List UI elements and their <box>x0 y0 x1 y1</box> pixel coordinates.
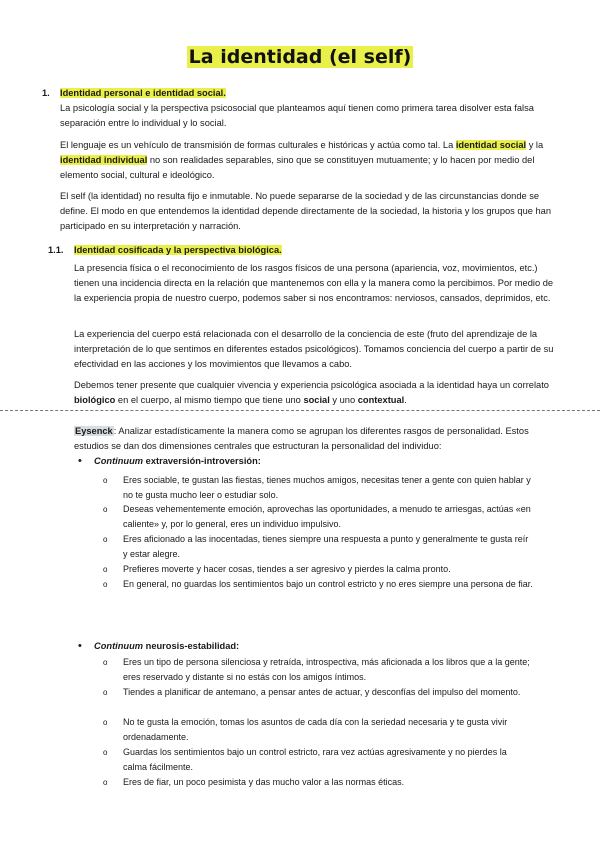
continuum-1-bullet: • Continuum extraversión-introversión: <box>78 455 261 467</box>
section-1-1-title: Identidad cosificada y la perspectiva biológica. <box>74 245 282 255</box>
section-1-number: 1. <box>42 88 50 98</box>
continuum-2-bullet: • Continuum neurosis-estabilidad: <box>78 640 240 652</box>
s11-paragraph-3: Debemos tener presente que cualquier vivencia y experiencia psicológica asociada a la identidad haya un correlato biológico en el cuerpo, al mismo tiempo que tiene uno social y uno contextual. <box>74 380 549 405</box>
page-title: La identidad (el self) <box>188 46 412 68</box>
eysenck-label: Eysenck <box>75 426 113 436</box>
section-1-1-number: 1.1. <box>48 245 64 255</box>
s1-paragraph-3: El self (la identidad) no resulta fijo e inmutable. No puede separarse de la sociedad y de las circunstancias donde se define. El modo en que entendemos la identidad depende directamente de la sociedad, la historia y los grupos que han participado en su interpretación y narración. <box>60 191 552 231</box>
page-break-divider <box>0 410 600 411</box>
s11-paragraph-2: La experiencia del cuerpo está relacionada con el desarrollo de la conciencia de este (fruto del aprendizaje de la interpretación de lo que sentimos en diferentes estados psicológicos). Tomamos conciencia del cuerpo a partir de su efectividad en las acciones y los movimientos que llevamos a cabo. <box>74 329 554 369</box>
s11-paragraph-eysenck: Eysenck: Analizar estadísticamente la manera como se agrupan los diferentes rasgos de personalidad. Estos estudios se dan dos dimensiones centrales que estructuran la personalidad del individuo: <box>74 426 529 451</box>
s1-paragraph-2: El lenguaje es un vehículo de transmisión de formas culturales e históricas y actúa como tal. La identidad social y la identidad individual no son realidades separables, sino que se constituyen mutuamente; y lo hacen por medio del elemento social, cultural e ideológico. <box>60 140 544 180</box>
document-page: La identidad (el self) 1. Identidad personal e identidad social. La psicología social y la perspectiva psicosocial que planteamos aquí tienen como primera tarea disolver esta falsa separación entre lo individual y lo social. El lenguaje es un vehículo de transmisión de formas culturales e históricas y actúa como tal. La identidad social y la identidad individual no son realidades separables, sino que se constituyen mutuamente; y lo hacen por medio del elemento social, cultural e ideológico. El self (la identidad) no resulta fijo e inmutable. No puede separarse de la sociedad y de las circunstancias donde se define. El modo en que entendemos la identidad depende directamente de la sociedad, la historia y los grupos que han participado en su interpretación y narración. 1.1. Identidad cosificada y la perspectiva biológica. La presencia física o el reconocimiento de los rasgos físicos de una persona (apariencia, voz, movimientos, etc.) tienen una incidencia directa en la relación que mantenemos con ella y la manera como la percibimos. Por medio de la experiencia propia de nuestro cuerpo, podemos saber si nos encontramos: nerviosos, cansados, deprimidos, etc. La experiencia del cuerpo está relacionada con el desarrollo de la conciencia de este (fruto del aprendizaje de la interpretación de lo que sentimos en diferentes estados psicológicos). Tomamos conciencia del cuerpo a partir de su efectividad en las acciones y los movimientos que llevamos a cabo. Debemos tener presente que cualquier vivencia y experiencia psicológica asociada a la identidad haya un correlato biológico en el cuerpo, al mismo tiempo que tiene uno social y uno contextual. Eysenck: Analizar estadísticamente la manera como se agrupan los diferentes rasgos de personalidad. Estos estudios se dan dos dimensiones centrales que estructuran la personalidad del individuo: • Continuum extraversión-introversión: o Eres sociable, te gustan las fiestas, tienes muchos amigos, necesitas tener a gente con quien hablar y no te gusta mucho leer o estudiar solo. o Deseas vehementemente emoción, aprovechas las oportunidades, a menudo te arriesgas, actúas «en caliente» y, por lo general, eres un individuo impulsivo. o Eres aficionado a las inocentadas, tienes siempre una respuesta a punto y generalmente te gusta reír y estar alegre. o Prefieres moverte y hacer cosas, tiendes a ser agresivo y pierdes la calma pronto. o En general, no guardas los sentimientos bajo un control estricto y no eres siempre una persona de fiar. • Continuum neurosis-estabilidad: o Eres un tipo de persona silenciosa y retraída, introspectiva, más aficionada a los libros que a la gente; eres reservado y distante si no estás con los amigos íntimos. o Tiendes a planificar de antemano, a pensar antes de actuar, y desconfías del impulso del momento. o No te gusta la emoción, tomas los asuntos de cada día con la seriedad necesaria y te gusta vivir ordenadamente. o Guardas los sentimientos bajo un control estricto, rara vez actúas agresivamente y no pierdes la calma fácilmente. o Eres de fiar, un poco pesimista y das mucho valor a las normas éticas. <box>0 0 600 848</box>
s11-paragraph-1: La presencia física o el reconocimiento de los rasgos físicos de una persona (apariencia, voz, movimientos, etc.) tienen una incidencia directa en la relación que mantenemos con ella y la manera como la percibimos. Por medio de la experiencia propia de nuestro cuerpo, podemos saber si nos encontramos: nerviosos, cansados, deprimidos, etc. <box>74 263 554 303</box>
section-1-1-heading <box>48 245 282 255</box>
section-1-heading <box>42 88 226 98</box>
s1-paragraph-1: La psicología social y la perspectiva psicosocial que planteamos aquí tienen como primera tarea disolver esta falsa separación entre lo individual y lo social. <box>60 103 534 128</box>
section-1-title: Identidad personal e identidad social. <box>60 88 226 98</box>
